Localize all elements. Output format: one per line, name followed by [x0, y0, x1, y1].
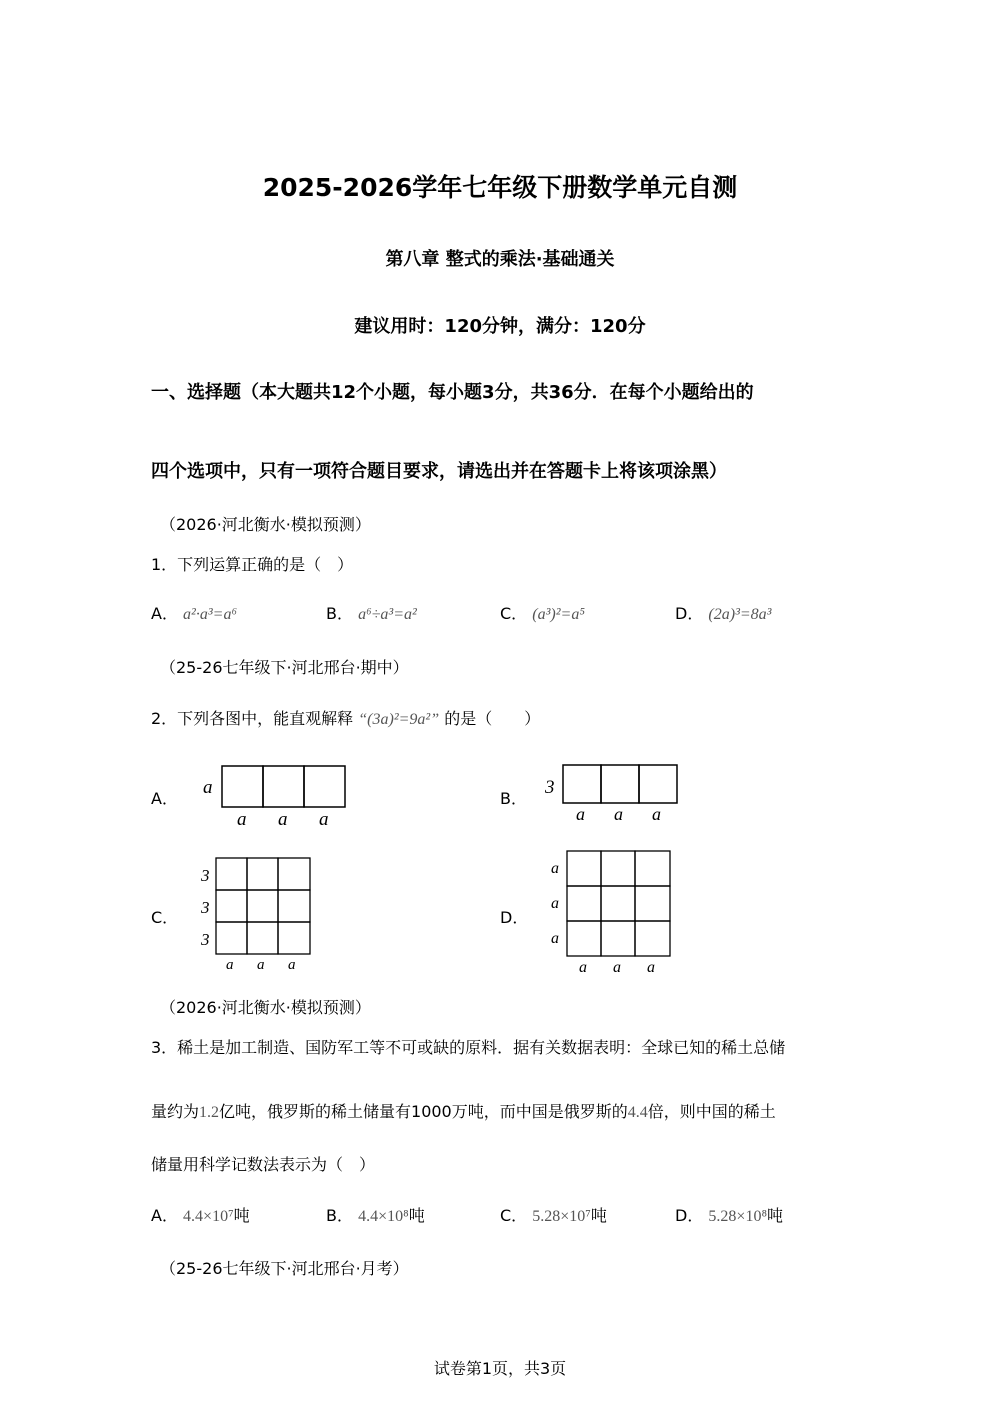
time-info: 建议用时：120分钟，满分：120分 — [354, 316, 646, 337]
q1-stem: 1．下列运算正确的是（ ） — [151, 555, 354, 574]
q2-d-col-label: a — [647, 959, 655, 976]
q1-option-b[interactable]: B． a⁶÷a³=a² — [326, 604, 417, 623]
page-footer: 试卷第1页，共3页 — [433, 1359, 567, 1378]
q2-option-d-figure[interactable] — [545, 845, 680, 980]
q3-option-d-expr: 5.28×10⁸ — [708, 1208, 768, 1225]
q3-option-c[interactable]: C． 5.28×10⁷吨 — [500, 1206, 607, 1225]
q2-option-a-figure[interactable] — [195, 760, 365, 832]
q2-d-col-label: a — [579, 959, 587, 976]
q3-source: （2026·河北衡水·模拟预测） — [160, 998, 371, 1017]
q2-c-col-label: a — [288, 957, 296, 973]
q3-stem-line1: 3．稀土是加工制造、国防军工等不可或缺的原料．据有关数据表明：全球已知的稀土总储 — [151, 1038, 786, 1057]
q3-number-2: 4.4 — [627, 1104, 648, 1121]
q4-source: （25-26七年级下·河北邢台·月考） — [160, 1259, 409, 1278]
q2-b-row-label: 3 — [545, 777, 555, 798]
q1-option-d-expr: (2a)³=8a³ — [708, 606, 772, 623]
q3-option-b[interactable]: B． 4.4×10⁸吨 — [326, 1206, 425, 1225]
q3-option-b-expr: 4.4×10⁸ — [358, 1208, 409, 1225]
q2-c-row-label: 3 — [201, 930, 210, 949]
q2-a-row-label: a — [203, 777, 213, 798]
q1-option-a[interactable]: A． a²·a³=a⁶ — [151, 604, 237, 623]
q1-source: （2026·河北衡水·模拟预测） — [160, 515, 371, 534]
q2-option-a-label[interactable]: A． — [151, 789, 178, 808]
q2-stem: 2．下列各图中，能直观解释 “(3a)²=9a²” 的是（ ） — [151, 709, 541, 728]
q3-option-a[interactable]: A． 4.4×10⁷吨 — [151, 1206, 250, 1225]
q2-a-col-label: a — [237, 809, 247, 830]
q3-stem-line3: 储量用科学记数法表示为（ ） — [151, 1155, 376, 1174]
q2-a-col-label: a — [278, 809, 288, 830]
q3-number-1: 1.2 — [199, 1104, 220, 1121]
q2-c-col-label: a — [257, 957, 265, 973]
q2-stem-expr: “(3a)²=9a²” — [358, 711, 440, 728]
q2-c-row-label: 3 — [201, 898, 210, 917]
section-heading-line1: 一、选择题（本大题共12个小题，每小题3分，共36分．在每个小题给出的 — [151, 382, 754, 403]
q2-option-d-label[interactable]: D． — [500, 908, 529, 927]
q2-option-b-label[interactable]: B． — [500, 789, 527, 808]
q2-b-col-label: a — [652, 804, 661, 824]
q1-option-d[interactable]: D． (2a)³=8a³ — [675, 604, 772, 623]
q2-c-col-label: a — [226, 957, 234, 973]
q2-c-row-label: 3 — [201, 866, 210, 885]
q2-b-col-label: a — [576, 804, 585, 824]
q2-d-row-label: a — [551, 930, 559, 947]
q3-option-d[interactable]: D． 5.28×10⁸吨 — [675, 1206, 784, 1225]
chapter-subtitle: 第八章 整式的乘法·基础通关 — [385, 249, 615, 270]
q2-source: （25-26七年级下·河北邢台·期中） — [160, 658, 409, 677]
q2-b-col-label: a — [614, 804, 623, 824]
q2-option-c-figure[interactable] — [195, 850, 320, 975]
q3-stem-line2: 量约为1.2亿吨，俄罗斯的稀土储量有1000万吨，而中国是俄罗斯的4.4倍，则中国的稀土 — [151, 1102, 776, 1121]
q3-option-c-expr: 5.28×10⁷ — [532, 1208, 591, 1225]
q2-d-row-label: a — [551, 895, 559, 912]
q1-option-c-expr: (a³)²=a⁵ — [532, 606, 585, 623]
section-heading-line2: 四个选项中，只有一项符合题目要求，请选出并在答题卡上将该项涂黑） — [151, 461, 727, 482]
q1-option-c[interactable]: C． (a³)²=a⁵ — [500, 604, 585, 623]
q2-option-b-figure[interactable] — [540, 760, 690, 828]
q1-option-a-expr: a²·a³=a⁶ — [183, 606, 237, 623]
q2-d-col-label: a — [613, 959, 621, 976]
q3-option-a-expr: 4.4×10⁷ — [183, 1208, 234, 1225]
q2-a-col-label: a — [319, 809, 329, 830]
page-title: 2025-2026学年七年级下册数学单元自测 — [262, 173, 738, 202]
q2-option-c-label[interactable]: C． — [151, 908, 179, 927]
q2-d-row-label: a — [551, 860, 559, 877]
q1-option-b-expr: a⁶÷a³=a² — [358, 606, 417, 623]
